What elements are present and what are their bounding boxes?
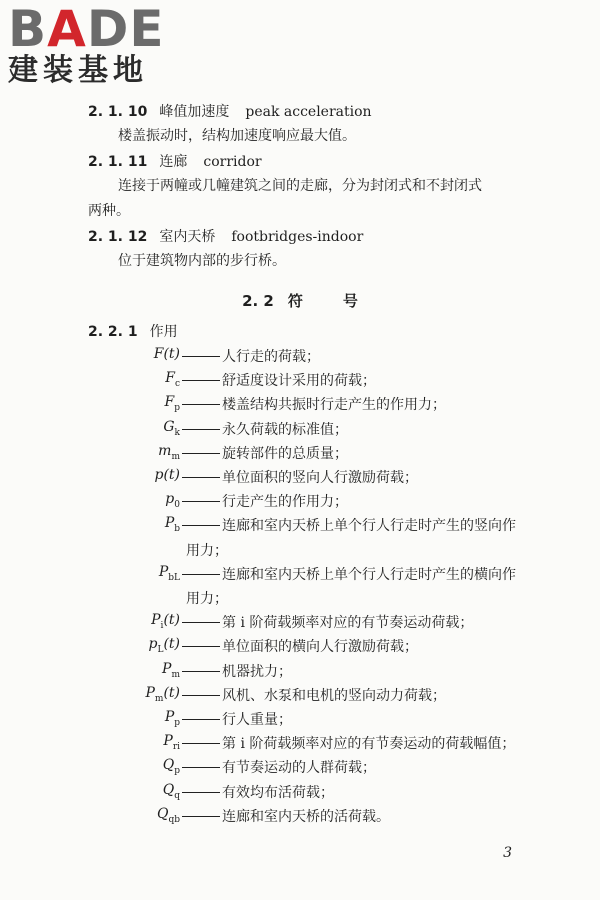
subclause-heading: 2. 2. 1 作用 xyxy=(88,324,178,340)
symbol-description: 单位面积的竖向人行激励荷载； xyxy=(222,470,418,486)
symbol-subscript: b xyxy=(174,524,180,535)
symbol-base: Q xyxy=(156,805,169,822)
symbol-notation xyxy=(157,806,180,825)
clause-heading: 2. 1. 10 峰值加速度 peak acceleration xyxy=(88,104,372,120)
symbol-base: Q xyxy=(162,757,175,774)
clause-body: 两种。 xyxy=(88,203,130,219)
symbol-row xyxy=(0,515,600,537)
symbol-subscript: 0 xyxy=(174,499,180,510)
symbol-notation xyxy=(154,346,180,362)
symbol-subscript: m xyxy=(171,451,180,462)
symbol-row xyxy=(0,636,600,658)
symbol-row xyxy=(0,564,600,586)
symbol-notation xyxy=(154,467,180,483)
symbol-notation xyxy=(165,709,180,728)
symbol-description: 单位面积的横向人行激励荷载； xyxy=(222,639,418,656)
symbol-subscript: i xyxy=(160,620,164,631)
symbol-argument: (t) xyxy=(163,612,180,629)
definition-dash xyxy=(182,477,220,478)
symbol-row xyxy=(0,443,600,465)
symbol-description: 行人重量； xyxy=(222,712,292,728)
symbol-subscript: c xyxy=(174,378,180,389)
definition-dash xyxy=(182,525,220,526)
symbol-subscript: qb xyxy=(168,814,180,825)
symbol-notation xyxy=(148,636,180,655)
symbol-description: 舒适度设计采用的荷载； xyxy=(222,373,376,390)
symbol-row xyxy=(0,346,600,368)
symbol-notation xyxy=(165,370,180,389)
symbol-base: Q xyxy=(162,781,175,798)
symbol-base: G xyxy=(163,418,175,435)
symbol-argument: (t) xyxy=(163,684,180,701)
symbol-notation xyxy=(165,394,180,413)
symbol-description: 有效均布活荷载； xyxy=(222,784,334,801)
symbol-row xyxy=(0,370,600,392)
logo-subtitle: 建装基地 xyxy=(8,53,148,88)
symbol-subscript: m xyxy=(171,669,180,680)
symbol-row xyxy=(0,709,600,731)
clause-heading: 2. 1. 12 室内天桥 footbridges-indoor xyxy=(88,229,364,245)
symbol-notation xyxy=(145,685,180,704)
definition-dash xyxy=(182,792,220,793)
definition-dash xyxy=(182,380,220,381)
symbol-row xyxy=(0,467,600,489)
symbol-description: 风机、水泵和电机的竖向动力荷载； xyxy=(222,687,446,704)
logo-accent-letter: A xyxy=(47,0,87,58)
symbol-notation xyxy=(165,491,180,510)
symbol-notation xyxy=(163,733,180,752)
symbol-notation xyxy=(162,661,180,680)
definition-dash xyxy=(182,356,220,357)
symbol-base: P xyxy=(151,612,161,629)
symbol-argument: (t) xyxy=(163,346,180,362)
clause-body: 连接于两幢或几幢建筑之间的走廊，分为封闭式和不封闭式 xyxy=(118,178,482,194)
definition-dash xyxy=(182,743,220,744)
symbol-base: F xyxy=(165,370,175,387)
definition-dash xyxy=(182,501,220,502)
symbol-description-continued: 用力； xyxy=(186,542,228,559)
symbol-notation xyxy=(165,515,180,534)
clause-heading: 2. 1. 11 连廊 corridor xyxy=(88,154,262,170)
symbol-base: P xyxy=(145,684,155,701)
symbol-notation xyxy=(151,612,180,631)
definition-dash xyxy=(182,429,220,430)
symbol-description: 旋转部件的总质量； xyxy=(222,445,348,462)
clause-body: 楼盖振动时，结构加速度响应最大值。 xyxy=(118,128,356,144)
symbol-description: 有节奏运动的人群荷载； xyxy=(222,760,376,777)
page-number: 3 xyxy=(503,845,512,861)
symbol-base: p xyxy=(154,467,164,483)
symbol-base: P xyxy=(164,515,175,532)
definition-dash xyxy=(182,404,220,405)
symbol-subscript: k xyxy=(174,427,180,438)
symbol-notation xyxy=(163,419,180,438)
symbol-base: p xyxy=(148,636,158,653)
symbol-row xyxy=(0,733,600,755)
symbol-subscript: p xyxy=(174,403,180,414)
symbol-base: p xyxy=(165,491,175,508)
symbol-base: P xyxy=(163,733,173,750)
symbol-subscript: ri xyxy=(172,741,180,752)
symbol-base: P xyxy=(164,709,175,725)
symbol-notation xyxy=(163,782,180,801)
definition-dash xyxy=(182,767,220,768)
symbol-base: P xyxy=(162,660,172,677)
symbol-subscript: m xyxy=(154,693,164,704)
symbol-description: 永久荷载的标准值； xyxy=(222,421,348,438)
logo-wordmark: B A DE xyxy=(8,0,165,58)
symbol-description: 楼盖结构共振时行走产生的作用力； xyxy=(222,397,446,414)
symbol-row xyxy=(0,661,600,683)
symbol-notation xyxy=(163,757,180,776)
symbol-description: 连廊和室内天桥的活荷载。 xyxy=(222,808,390,825)
symbol-description: 连廊和室内天桥上单个行人行走时产生的横向作 xyxy=(222,566,516,583)
definition-dash xyxy=(182,695,220,696)
symbol-subscript: p xyxy=(174,717,180,728)
symbol-base: P xyxy=(158,563,169,580)
section-title: 2. 2 符 号 xyxy=(242,292,358,310)
symbol-row xyxy=(0,491,600,513)
definition-dash xyxy=(182,816,220,817)
symbol-subscript: p xyxy=(174,766,180,777)
symbol-base: F xyxy=(164,394,175,411)
symbol-description: 连廊和室内天桥上单个行人行走时产生的竖向作 xyxy=(222,518,516,535)
definition-dash xyxy=(182,574,220,575)
definition-dash xyxy=(182,719,220,720)
symbol-description: 人行走的荷载； xyxy=(222,349,320,365)
symbol-row xyxy=(0,612,600,634)
symbol-description: 机器扰力； xyxy=(222,663,292,680)
symbol-argument: (t) xyxy=(163,636,180,653)
symbol-description: 第 i 阶荷载频率对应的有节奏运动荷载； xyxy=(222,615,474,632)
symbol-subscript: L xyxy=(157,645,164,656)
symbol-base: m xyxy=(158,442,172,459)
clause-body: 位于建筑物内部的步行桥。 xyxy=(118,253,286,269)
symbol-subscript: q xyxy=(174,790,180,801)
symbol-notation xyxy=(158,443,180,462)
definition-dash xyxy=(182,453,220,454)
symbol-row xyxy=(0,806,600,828)
symbol-row xyxy=(0,782,600,804)
symbol-row xyxy=(0,419,600,441)
bade-logo xyxy=(8,0,188,88)
symbol-description: 第 i 阶荷载频率对应的有节奏运动的荷载幅值； xyxy=(222,736,516,753)
symbol-row xyxy=(0,685,600,707)
symbol-notation xyxy=(159,564,180,583)
definition-dash xyxy=(182,646,220,647)
definition-dash xyxy=(182,622,220,623)
symbol-row xyxy=(0,394,600,416)
symbol-subscript: bL xyxy=(168,572,180,583)
symbol-base: F xyxy=(153,346,164,362)
symbol-description-continued: 用力； xyxy=(186,591,228,607)
symbol-argument: (t) xyxy=(163,467,180,483)
symbol-row xyxy=(0,757,600,779)
symbol-description: 行走产生的作用力； xyxy=(222,494,348,511)
definition-dash xyxy=(182,671,220,672)
